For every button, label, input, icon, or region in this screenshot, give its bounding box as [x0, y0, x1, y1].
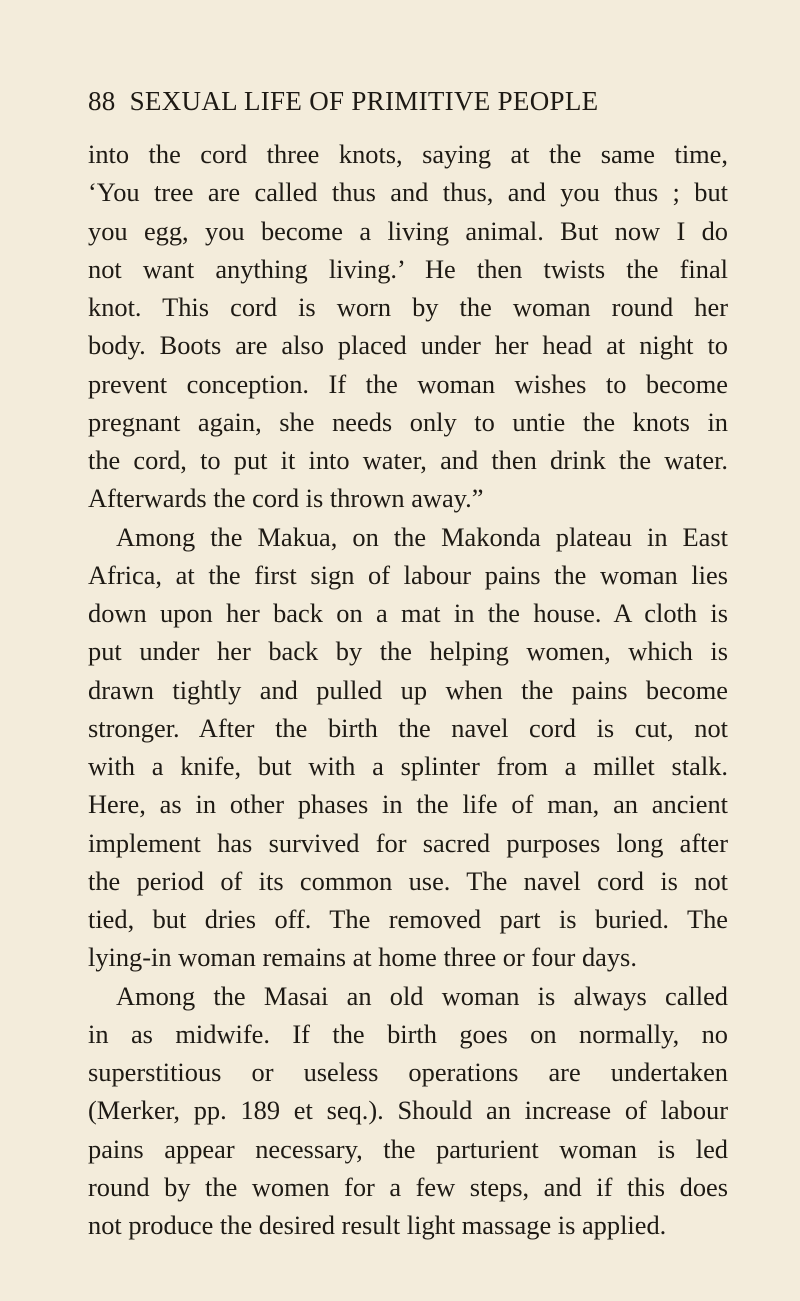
text-line: not produce the desired result light massage is applied.	[88, 1210, 667, 1240]
text-line: ‘You tree are called thus and thus, and you thus ; but	[88, 177, 728, 208]
running-head	[88, 86, 688, 122]
text-line: tied, but dries off. The removed part is buried. The	[88, 904, 728, 934]
text-line: down upon her back on a mat in the house. A cloth is	[88, 598, 728, 628]
text-line: you egg, you become a living animal. But now I do	[88, 215, 728, 246]
text-line: (Merker, pp. 189 et seq.). Should an increase of labour	[88, 1095, 728, 1126]
text-line: put under her back by the helping women, which is	[88, 636, 728, 667]
text-line: prevent conception. If the woman wishes to become	[88, 368, 728, 399]
text-line: knot. This cord is worn by the woman round her	[88, 292, 728, 322]
text-line: Afterwards the cord is thrown away.”	[88, 483, 484, 514]
text-line: Here, as in other phases in the life of man, an ancient	[88, 789, 728, 820]
text-line: stronger. After the birth the navel cord is cut, not	[88, 712, 728, 743]
text-line: Among the Masai an old woman is always called	[116, 980, 728, 1011]
text-line: pains appear necessary, the parturient woman is led	[88, 1133, 728, 1164]
text-line: Africa, at the first sign of labour pains the woman lies	[88, 559, 728, 590]
text-line: the cord, to put it into water, and then drink the water.	[88, 445, 728, 475]
text-line: implement has survived for sacred purposes long after	[88, 827, 728, 858]
paragraph	[88, 977, 728, 1245]
body-text	[88, 135, 728, 1244]
text-line: lying-in woman remains at home three or four days.	[88, 942, 637, 973]
text-line: not want anything living.’ He then twists the final	[88, 253, 728, 284]
text-line: in as midwife. If the birth goes on normally, no	[88, 1018, 728, 1049]
page-number: 88	[88, 86, 116, 116]
text-line: superstitious or useless operations are undertaken	[88, 1057, 728, 1087]
text-line: Among the Makua, on the Makonda plateau in East	[116, 521, 728, 552]
paragraph	[88, 135, 728, 518]
text-line: with a knife, but with a splinter from a millet stalk.	[88, 751, 728, 781]
text-line: body. Boots are also placed under her head at night to	[88, 330, 728, 361]
text-line: drawn tightly and pulled up when the pains become	[88, 674, 728, 705]
running-title: SEXUAL LIFE OF PRIMITIVE PEOPLE	[129, 86, 599, 116]
text-line: pregnant again, she needs only to untie the knots in	[88, 406, 728, 437]
text-line: round by the women for a few steps, and if this does	[88, 1171, 728, 1202]
text-line: the period of its common use. The navel cord is not	[88, 865, 728, 896]
paragraph	[88, 518, 728, 977]
text-line: into the cord three knots, saying at the same time,	[88, 139, 728, 169]
